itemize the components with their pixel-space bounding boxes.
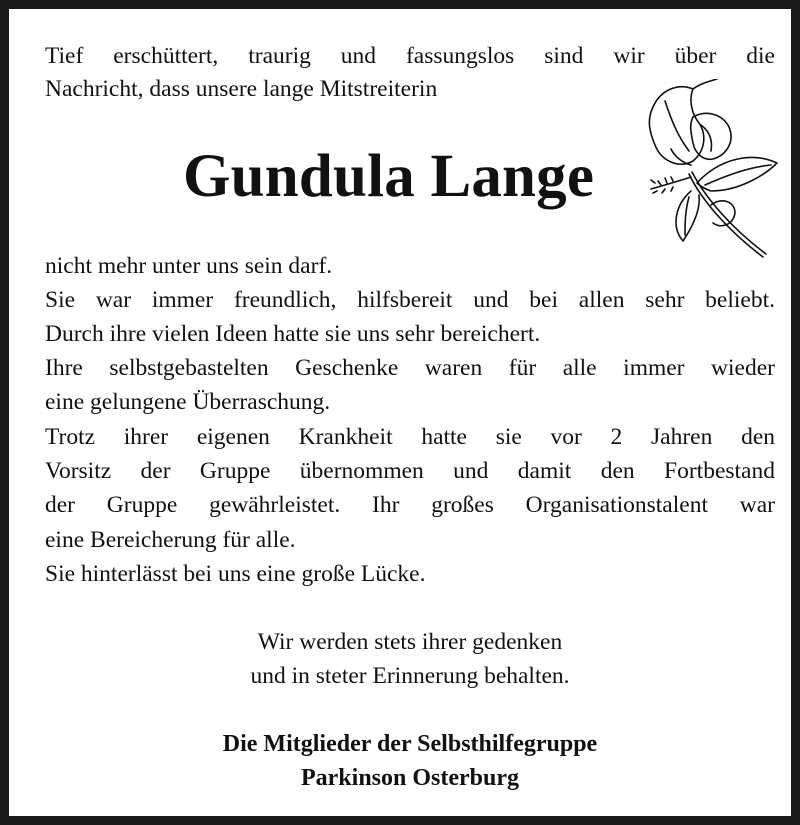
body-line: Vorsitz der Gruppe übernommen und damit den Fortbestand xyxy=(45,458,775,484)
deceased-name: Gundula Lange xyxy=(183,143,595,210)
intro-line-2: Nachricht, dass unsere lange Mitstreiterin xyxy=(45,76,438,102)
closing-line-2: und in steter Erinnerung behalten. xyxy=(250,663,570,689)
body-line: Sie war immer freundlich, hilfsbereit und bei allen sehr beliebt. xyxy=(45,287,775,313)
calla-lily-flower-icon xyxy=(631,79,781,264)
body-line: Durch ihre vielen Ideen hatte sie uns sehr bereichert. xyxy=(45,321,541,347)
body-line: nicht mehr unter uns sein darf. xyxy=(45,253,333,279)
signature-line-1: Die Mitglieder der Selbsthilfegruppe xyxy=(222,731,598,757)
body-line: Sie hinterlässt bei uns eine große Lücke. xyxy=(45,561,426,587)
body-line: Ihre selbstgebastelten Geschenke waren für alle immer wieder xyxy=(45,355,775,381)
body-line: eine Bereicherung für alle. xyxy=(45,527,296,553)
closing-line-1: Wir werden stets ihrer gedenken xyxy=(257,629,563,655)
signature-line-2: Parkinson Osterburg xyxy=(300,765,519,791)
intro-line-1: Tief erschüttert, traurig und fassungslos sind wir über die xyxy=(45,43,775,69)
body-line: der Gruppe gewährleistet. Ihr großes Organisationstalent war xyxy=(45,492,775,518)
body-line: eine gelungene Überraschung. xyxy=(45,389,331,415)
body-line: Trotz ihrer eigenen Krankheit hatte sie vor 2 Jahren den xyxy=(45,424,775,450)
